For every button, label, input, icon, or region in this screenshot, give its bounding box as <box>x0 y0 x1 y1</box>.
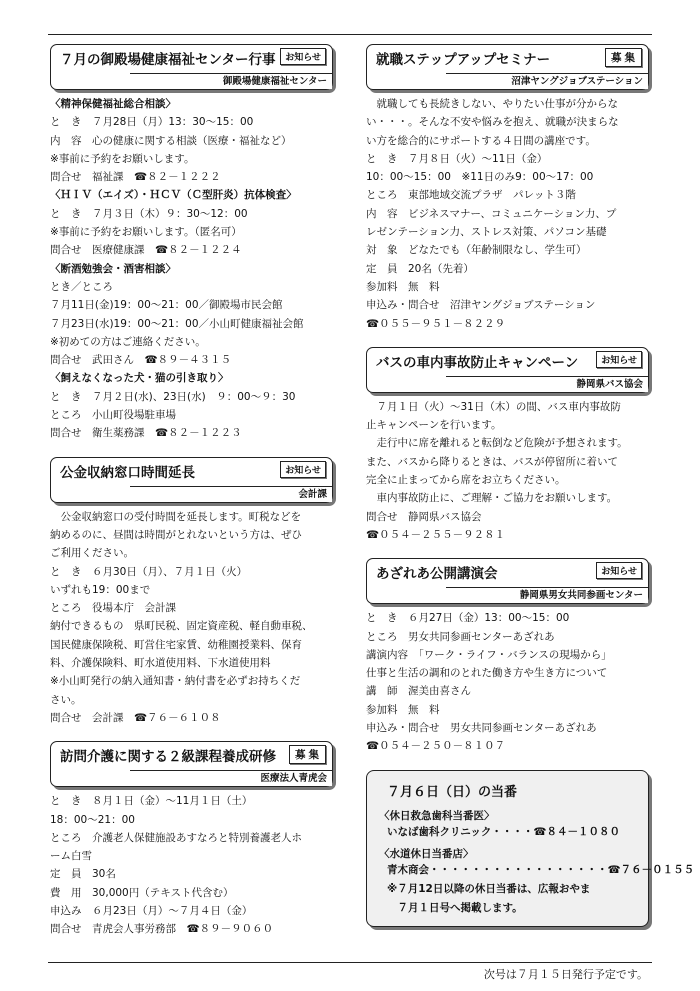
article-header <box>50 44 333 90</box>
article-azarea-lecture <box>366 558 649 755</box>
text-line: 就職しても長続きしない、やりたい仕事が分からな <box>376 98 618 110</box>
article-header <box>50 457 333 503</box>
article-title: 就職ステップアップセミナー <box>376 52 551 68</box>
article-gotemba-center-events <box>50 44 333 443</box>
text-line: ※初めての方はご連絡ください。 <box>50 335 206 348</box>
text-line: 内 容 ビジネスマナー、コミュニケーション力、プ <box>366 207 617 220</box>
text-line: い方を総合的にサポートする４日間の講座です。 <box>366 134 596 147</box>
text-line: 定 員 30名 <box>50 868 116 881</box>
article-home-care-training <box>50 741 333 938</box>
text-line: と き ７月８日（火）～11日（金） <box>366 152 548 165</box>
article-organization: 静岡県男女共同参画センター <box>446 587 648 603</box>
text-line: ※事前に予約をお願いします。 <box>50 152 195 165</box>
bottom-rule <box>48 962 652 963</box>
text-line: と き ７月２日(水)、23日(水) ９：00～９：30 <box>50 390 296 403</box>
text-line: ところ 東部地域交流プラザ パレット３階 <box>366 189 576 202</box>
article-organization: 会計課 <box>130 486 332 502</box>
text-line: 参加料 無 料 <box>366 280 440 293</box>
text-line: と き ７月28日（月）13：30～15：00 <box>50 116 254 129</box>
top-rule <box>48 34 652 35</box>
water-duty-heading: 〈水道休日当番店〉 <box>379 847 474 860</box>
holiday-duty-title: ７月６日（日）の当番 <box>387 784 518 800</box>
text-line: と き ８月１日（金）～11月１日（土） <box>50 795 253 808</box>
water-duty-shop: 青木商会・・・・・・・・・・・・・・・・・☎７６－０１５５ <box>387 863 695 876</box>
text-line: と き ７月３日（木）９：30～12：00 <box>50 207 248 220</box>
text-line: 問合せ 青虎会人事労務部 ☎８９－９０６０ <box>50 923 274 936</box>
article-organization: 医療法人青虎会 <box>130 770 332 786</box>
text-line: 止キャンペーンを行います。 <box>366 419 502 432</box>
text-line: 完全に止まってから席をお立ちください。 <box>366 474 566 487</box>
text-line: 申込み・問合せ 沼津ヤングジョブステーション <box>366 299 596 312</box>
duty-note-1: ※７月12日以降の休日当番は、広報おやま <box>387 882 591 895</box>
text-line: 18：00～21：00 <box>50 813 135 826</box>
text-line: と き ６月30日（月）、７月１日（火） <box>50 565 248 578</box>
dental-duty-heading: 〈休日救急歯科当番医〉 <box>379 809 495 822</box>
text-line: 納付できるもの 県町民税、固定資産税、軽自動車税、 <box>50 620 313 633</box>
text-line: 国民健康保険税、町営住宅家賃、幼稚園授業料、保育 <box>50 638 302 651</box>
text-line: と き ６月27日（金）13：00～15：00 <box>366 612 570 625</box>
text-line: 費 用 30,000円（テキスト代含む） <box>50 886 234 899</box>
article-body <box>50 503 333 728</box>
section-heading: 〈ＨＩＶ（エイズ）・ＨＣＶ（Ｃ型肝炎）抗体検査〉 <box>50 189 297 202</box>
article-body <box>50 90 333 443</box>
holiday-duty-box <box>366 770 695 927</box>
text-line: ☎０５５－９５１－８２２９ <box>366 317 506 330</box>
text-line: 講演内容 「ワーク・ライフ・バランスの現場から」 <box>366 648 612 661</box>
text-line: 問合せ 静岡県バス協会 <box>366 510 482 523</box>
text-line: 仕事と生活の調和のとれた働き方や生き方について <box>366 667 608 680</box>
text-line: ところ 役場本庁 会計課 <box>50 602 176 615</box>
text-line: とき／ところ <box>50 280 113 293</box>
article-public-fund-window <box>50 457 333 728</box>
section-heading: 〈飼えなくなった犬・猫の引き取り〉 <box>50 372 229 385</box>
article-header <box>366 347 649 393</box>
text-line: い・・・。そんな不安や悩みを抱え、就職が決まらな <box>366 116 619 129</box>
left-column <box>50 44 333 953</box>
text-line: ※事前に予約をお願いします。（匿名可） <box>50 226 242 239</box>
text-line: ☎０５４－２５０－８１０７ <box>366 740 506 753</box>
text-line: ーム白雪 <box>50 850 92 863</box>
text-line: 問合せ 会計課 ☎７６－６１０８ <box>50 711 221 724</box>
article-title: あざれあ公開講演会 <box>376 566 498 583</box>
text-line: また、バスから降りるときは、バスが停留所に着いて <box>366 455 618 468</box>
duty-note-2: ７月１日号へ掲載します。 <box>387 901 523 914</box>
text-line: 対 象 どなたでも（年齢制限なし、学生可） <box>366 244 587 257</box>
text-line: 問合せ 武田さん ☎８９－４３１５ <box>50 354 232 367</box>
article-header <box>366 558 649 604</box>
section-heading: 〈精神保健福祉総合相談〉 <box>50 98 176 110</box>
text-line: ７月１日（火）～31日（木）の間、バス車内事故防 <box>376 400 621 413</box>
next-issue-note: 次号は７月１５日発行予定です。 <box>483 968 648 981</box>
recruit-tag: 募集 <box>605 48 642 67</box>
text-line: 問合せ 医療健康課 ☎８２－１２２４ <box>50 244 242 257</box>
article-job-seminar <box>366 44 649 333</box>
text-line: レゼンテーション力、ストレス対策、パソコン基礎 <box>366 226 607 239</box>
article-title: 訪問介護に関する２級課程養成研修 <box>60 749 276 766</box>
text-line: 内 容 心の健康に関する相談（医療・福祉など） <box>50 134 292 147</box>
article-title: バスの車内事故防止キャンペーン <box>376 354 579 371</box>
notice-tag: お知らせ <box>596 351 642 368</box>
article-organization: 静岡県バス協会 <box>446 376 648 392</box>
text-line: 申込み ６月23日（月）～７月４日（金） <box>50 904 253 917</box>
text-line: ところ 小山町役場駐車場 <box>50 409 176 422</box>
notice-tag: お知らせ <box>596 562 642 579</box>
article-body <box>50 787 333 938</box>
text-line: 料、介護保険料、町水道使用料、下水道使用料 <box>50 657 271 670</box>
dental-duty-clinic: いなば歯科クリニック・・・・☎８４－１０８０ <box>387 825 620 838</box>
text-line: ところ 介護老人保健施設あすなろと特別養護老人ホ <box>50 831 302 844</box>
article-organization: 沼津ヤングジョブステーション <box>446 73 648 89</box>
text-line: 申込み・問合せ 男女共同参画センターあざれあ <box>366 722 597 735</box>
article-organization: 御殿場健康福祉センター <box>130 73 332 89</box>
section-heading: 〈断酒勉強会・酒害相談〉 <box>50 262 176 275</box>
text-line: 定 員 20名（先着） <box>366 262 474 275</box>
article-body <box>366 393 649 544</box>
text-line: さい。 <box>50 693 82 706</box>
text-line: ご利用ください。 <box>50 547 134 560</box>
article-title: 公金収納窓口時間延長 <box>60 464 195 481</box>
article-bus-safety <box>366 347 649 544</box>
right-column <box>366 44 695 927</box>
article-header <box>366 44 649 90</box>
text-line: 参加料 無 料 <box>366 703 440 716</box>
recruit-tag: 募集 <box>289 745 326 764</box>
notice-tag: お知らせ <box>280 48 326 65</box>
text-line: ところ 男女共同参画センターあざれあ <box>366 630 555 643</box>
text-line: 走行中に席を離れると転倒など危険が予想されます。 <box>376 437 628 450</box>
text-line: 問合せ 福祉課 ☎８２－１２２２ <box>50 171 221 184</box>
text-line: 公金収納窓口の受付時間を延長します。町税などを <box>60 510 302 523</box>
text-line: ☎０５４－２５５－９２８１ <box>366 528 506 541</box>
text-line: 講 師 渥美由喜さん <box>366 685 471 698</box>
text-line: 問合せ 衛生薬務課 ☎８２－１２２３ <box>50 427 242 440</box>
text-line: ７月23日(水)19：00～21：00／小山町健康福祉会館 <box>50 317 304 330</box>
text-line: ７月11日(金)19：00～21：00／御殿場市民会館 <box>50 299 283 312</box>
notice-tag: お知らせ <box>280 461 326 478</box>
text-line: 車内事故防止に、ご理解・ご協力をお願いします。 <box>376 492 618 505</box>
article-body <box>366 90 649 333</box>
text-line: いずれも19：00まで <box>50 583 151 596</box>
article-header <box>50 741 333 787</box>
text-line: 納めるのに、昼間は時間がとれないという方は、ぜひ <box>50 528 302 541</box>
text-line: 10：00～15：00 ※11日のみ9：00～17：00 <box>366 171 594 184</box>
article-title: ７月の御殿場健康福祉センター行事 <box>60 52 276 68</box>
text-line: ※小山町発行の納入通知書・納付書を必ずお持ちくだ <box>50 675 301 688</box>
article-body <box>366 604 649 755</box>
